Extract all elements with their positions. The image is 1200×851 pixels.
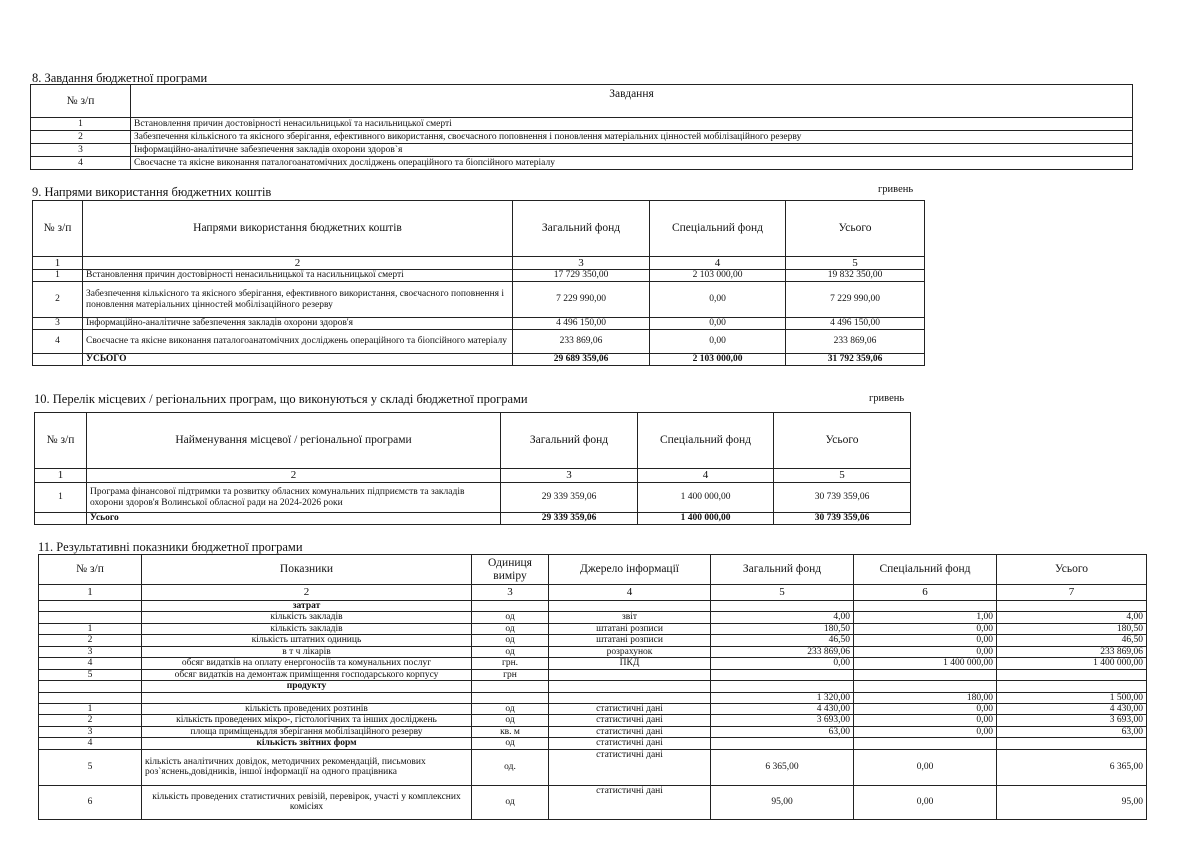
s11-row-indicator: обсяг видатків на оплату енергоносіїв та комунальних послуг [142,658,472,669]
section-11-table [38,554,1147,820]
s11-group-empty [472,601,549,612]
s8-row-task: Встановлення причин достовірності ненасильницької та насильницької смерті [131,118,1133,131]
s11-row-total: 63,00 [997,726,1147,737]
s11-row-source: статистичні дані [549,715,711,726]
s9-row-total: 4 496 150,00 [786,318,925,330]
s11-row-unit: од [472,703,549,714]
s9-unit: гривень [878,184,914,195]
s11-row-num [39,612,142,623]
s11-row-special: 0,00 [854,635,997,646]
s8-head-task: Завдання [131,85,1133,118]
s11-row-general: 4 430,00 [711,703,854,714]
s11-row-source: розрахунок [549,646,711,657]
s11-group-empty [997,681,1147,692]
s8-head-num: № з/п [31,85,131,118]
s10-head-num: № з/п [35,413,87,469]
s9-col-num: 1 [33,257,83,270]
s11-row-special: 1,00 [854,612,997,623]
s11-row-total [997,738,1147,749]
s8-row-num: 4 [31,157,131,170]
s10-total-empty [35,513,87,525]
s11-row-total: 6 365,00 [997,749,1147,785]
s11-row-special: 0,00 [854,715,997,726]
s9-row-name: Своєчасне та якісне виконання паталогоанатомічних досліджень операційного та біопсійного матеріалу [83,330,513,354]
s9-row-general: 17 729 350,00 [513,270,650,282]
s9-total-total: 31 792 359,06 [786,354,925,366]
s10-row-name: Програма фінансової підтримки та розвитку обласних комунальних підприємств та закладів охорони здоров'я Волинської обласної ради на 2024-2026 роки [87,483,501,513]
s8-row-task: Інформаційно-аналітичне забезпечення закладів охорони здоров`я [131,144,1133,157]
s11-row-total: 95,00 [997,785,1147,819]
s11-group-empty [854,681,997,692]
s11-col-num: 4 [549,585,711,601]
s11-col-num: 1 [39,585,142,601]
s11-head-total: Усього [997,555,1147,585]
s11-row-general [711,738,854,749]
s11-head-num: № з/п [39,555,142,585]
s11-row-general [711,669,854,680]
s9-col-num: 3 [513,257,650,270]
s11-group-empty [711,681,854,692]
s11-row-num: 3 [39,726,142,737]
s9-row-general: 233 869,06 [513,330,650,354]
s11-head-special: Спеціальний фонд [854,555,997,585]
s10-col-num: 4 [638,469,774,483]
s11-row-num: 3 [39,646,142,657]
s11-group-empty [39,601,142,612]
s10-col-num: 3 [501,469,638,483]
s10-head-general: Загальний фонд [501,413,638,469]
s11-row-indicator: кількість штатних одиниць [142,635,472,646]
s10-total-label: Усього [87,513,501,525]
s8-row-num: 1 [31,118,131,131]
s11-row-source: статистичні дані [549,726,711,737]
s11-group-empty [854,601,997,612]
s11-row-general: 0,00 [711,658,854,669]
s9-row-name: Встановлення причин достовірності ненасильницької та насильницької смерті [83,270,513,282]
section-11-title: 11. Результативні показники бюджетної програми [38,540,303,554]
s11-row-total: 4 430,00 [997,703,1147,714]
s11-row-num: 4 [39,658,142,669]
s10-unit: гривень [869,393,905,404]
s9-total-general: 29 689 359,06 [513,354,650,366]
s11-row-general: 95,00 [711,785,854,819]
s11-row-total: 46,50 [997,635,1147,646]
s11-row-unit: од [472,623,549,634]
s11-row-unit [472,692,549,703]
s11-row-general: 6 365,00 [711,749,854,785]
s11-row-unit: од [472,646,549,657]
s9-row-total: 233 869,06 [786,330,925,354]
s10-col-num: 5 [774,469,911,483]
s11-row-special: 180,00 [854,692,997,703]
s11-row-indicator: кількість закладів [142,623,472,634]
s11-row-num: 1 [39,623,142,634]
s11-row-source: штатані розписи [549,635,711,646]
s11-row-total [997,669,1147,680]
s11-row-num: 2 [39,715,142,726]
s8-row-task: Своєчасне та якісне виконання паталогоанатомічних досліджень операційного та біопсійного матеріалу [131,157,1133,170]
s9-col-num: 2 [83,257,513,270]
s11-head-general: Загальний фонд [711,555,854,585]
s11-row-special: 0,00 [854,726,997,737]
s11-row-indicator: кількість аналітичних довідок, методичних рекомендацій, письмових роз`яснень,довідників, іншої інформації на одного працівника [142,749,472,785]
s11-row-unit: од [472,785,549,819]
s9-row-general: 4 496 150,00 [513,318,650,330]
s8-row-task: Забезпечення кількісного та якісного зберігання, ефективного використання, своєчасного поповнення і поновлення матеріальних цінностей мобілізаційного резерву [131,131,1133,144]
s10-col-num: 2 [87,469,501,483]
s11-row-source: ПКД [549,658,711,669]
s11-row-general: 3 693,00 [711,715,854,726]
s9-total-empty [33,354,83,366]
s11-row-total: 4,00 [997,612,1147,623]
s11-row-unit: од [472,715,549,726]
s11-row-special: 0,00 [854,785,997,819]
s10-head-special: Спеціальний фонд [638,413,774,469]
s11-col-num: 3 [472,585,549,601]
s11-row-indicator: кількість звітних форм [142,738,472,749]
s9-row-num: 4 [33,330,83,354]
section-9-title: 9. Напрями використання бюджетних коштів [32,185,272,199]
s11-row-special [854,669,997,680]
s9-col-num: 5 [786,257,925,270]
s11-row-special: 1 400 000,00 [854,658,997,669]
s9-row-total: 7 229 990,00 [786,282,925,318]
s9-total-label: УСЬОГО [83,354,513,366]
s9-head-total: Усього [786,201,925,257]
s10-col-num: 1 [35,469,87,483]
s11-row-total: 1 500,00 [997,692,1147,703]
s10-total-special: 1 400 000,00 [638,513,774,525]
s11-row-total: 3 693,00 [997,715,1147,726]
s11-row-unit: кв. м [472,726,549,737]
s11-row-indicator: кількість закладів [142,612,472,623]
s11-head-unit: Одиниця виміру [472,555,549,585]
s10-row-special: 1 400 000,00 [638,483,774,513]
s11-group-empty [711,601,854,612]
s8-row-num: 2 [31,131,131,144]
s11-row-indicator: кількість проведених мікро-, гістологічних та інших досліджень [142,715,472,726]
s11-row-num: 4 [39,738,142,749]
s11-row-indicator: в т ч лікарів [142,646,472,657]
s11-group-label: продукту [142,681,472,692]
s11-row-num [39,692,142,703]
s10-row-total: 30 739 359,06 [774,483,911,513]
s11-row-special: 0,00 [854,703,997,714]
s9-head-name: Напрями використання бюджетних коштів [83,201,513,257]
s11-group-empty [472,681,549,692]
s11-row-source [549,669,711,680]
s11-row-indicator: кількість проведених розтинів [142,703,472,714]
s11-row-num: 6 [39,785,142,819]
s11-row-general: 63,00 [711,726,854,737]
s9-row-num: 3 [33,318,83,330]
s11-row-total: 1 400 000,00 [997,658,1147,669]
s11-row-indicator: обсяг видатків на демонтаж приміщення господарського корпусу [142,669,472,680]
s11-row-indicator: площа приміщеньдля зберігання мобілізаційного резерву [142,726,472,737]
s10-total-total: 30 739 359,06 [774,513,911,525]
s9-row-special: 2 103 000,00 [650,270,786,282]
section-10-table [34,412,911,525]
s9-col-num: 4 [650,257,786,270]
s11-head-source: Джерело інформації [549,555,711,585]
s9-row-total: 19 832 350,00 [786,270,925,282]
s9-head-general: Загальний фонд [513,201,650,257]
s11-group-empty [997,601,1147,612]
s9-row-num: 2 [33,282,83,318]
s11-row-num: 5 [39,669,142,680]
s11-row-general: 4,00 [711,612,854,623]
s11-row-source: статистичні дані [549,749,711,785]
s11-row-indicator [142,692,472,703]
s11-row-unit: од [472,738,549,749]
s11-group-empty [549,601,711,612]
s9-row-special: 0,00 [650,330,786,354]
s11-row-unit: грн [472,669,549,680]
s11-group-empty [39,681,142,692]
section-9-table [32,200,925,366]
s9-total-special: 2 103 000,00 [650,354,786,366]
s9-row-name: Інформаційно-аналітичне забезпечення закладів охорони здоров'я [83,318,513,330]
s11-row-source: статистичні дані [549,703,711,714]
s11-col-num: 6 [854,585,997,601]
s9-head-special: Спеціальний фонд [650,201,786,257]
s11-row-num: 5 [39,749,142,785]
s8-row-num: 3 [31,144,131,157]
s11-col-num: 5 [711,585,854,601]
s11-row-source: статистичні дані [549,738,711,749]
s11-row-source [549,692,711,703]
s11-row-special: 0,00 [854,646,997,657]
s11-row-special: 0,00 [854,623,997,634]
s11-row-indicator: кількість проведених статистичних ревізій, перевірок, участі у комплексних комісіях [142,785,472,819]
s9-head-num: № з/п [33,201,83,257]
s11-row-num: 2 [39,635,142,646]
s11-head-indicator: Показники [142,555,472,585]
s11-row-total: 233 869,06 [997,646,1147,657]
s11-row-source: штатані розписи [549,623,711,634]
s11-group-empty [549,681,711,692]
s11-row-general: 233 869,06 [711,646,854,657]
s11-row-unit: од [472,612,549,623]
s11-row-special: 0,00 [854,749,997,785]
s9-row-name: Забезпечення кількісного та якісного зберігання, ефективного використання, своєчасного поповнення і поновлення матеріальних цінностей мобілізаційного резерву [83,282,513,318]
s11-row-special [854,738,997,749]
s10-head-total: Усього [774,413,911,469]
s11-col-num: 7 [997,585,1147,601]
s11-row-source: звіт [549,612,711,623]
s11-row-total: 180,50 [997,623,1147,634]
s10-head-name: Найменування місцевої / регіональної програми [87,413,501,469]
s11-group-label: затрат [142,601,472,612]
section-10-title: 10. Перелік місцевих / регіональних програм, що виконуються у складі бюджетної програми [34,392,528,406]
s11-row-num: 1 [39,703,142,714]
s9-row-special: 0,00 [650,282,786,318]
s10-total-general: 29 339 359,06 [501,513,638,525]
section-8-table [30,84,1133,170]
s11-row-unit: од [472,635,549,646]
s11-row-source: статистичні дані [549,785,711,819]
section-8-title: 8. Завдання бюджетної програми [32,71,208,85]
s11-row-general: 46,50 [711,635,854,646]
s11-row-general: 1 320,00 [711,692,854,703]
s10-row-general: 29 339 359,06 [501,483,638,513]
s11-row-general: 180,50 [711,623,854,634]
s11-row-unit: грн. [472,658,549,669]
s9-row-special: 0,00 [650,318,786,330]
s10-row-num: 1 [35,483,87,513]
s9-row-general: 7 229 990,00 [513,282,650,318]
s11-col-num: 2 [142,585,472,601]
s9-row-num: 1 [33,270,83,282]
s11-row-unit: од. [472,749,549,785]
